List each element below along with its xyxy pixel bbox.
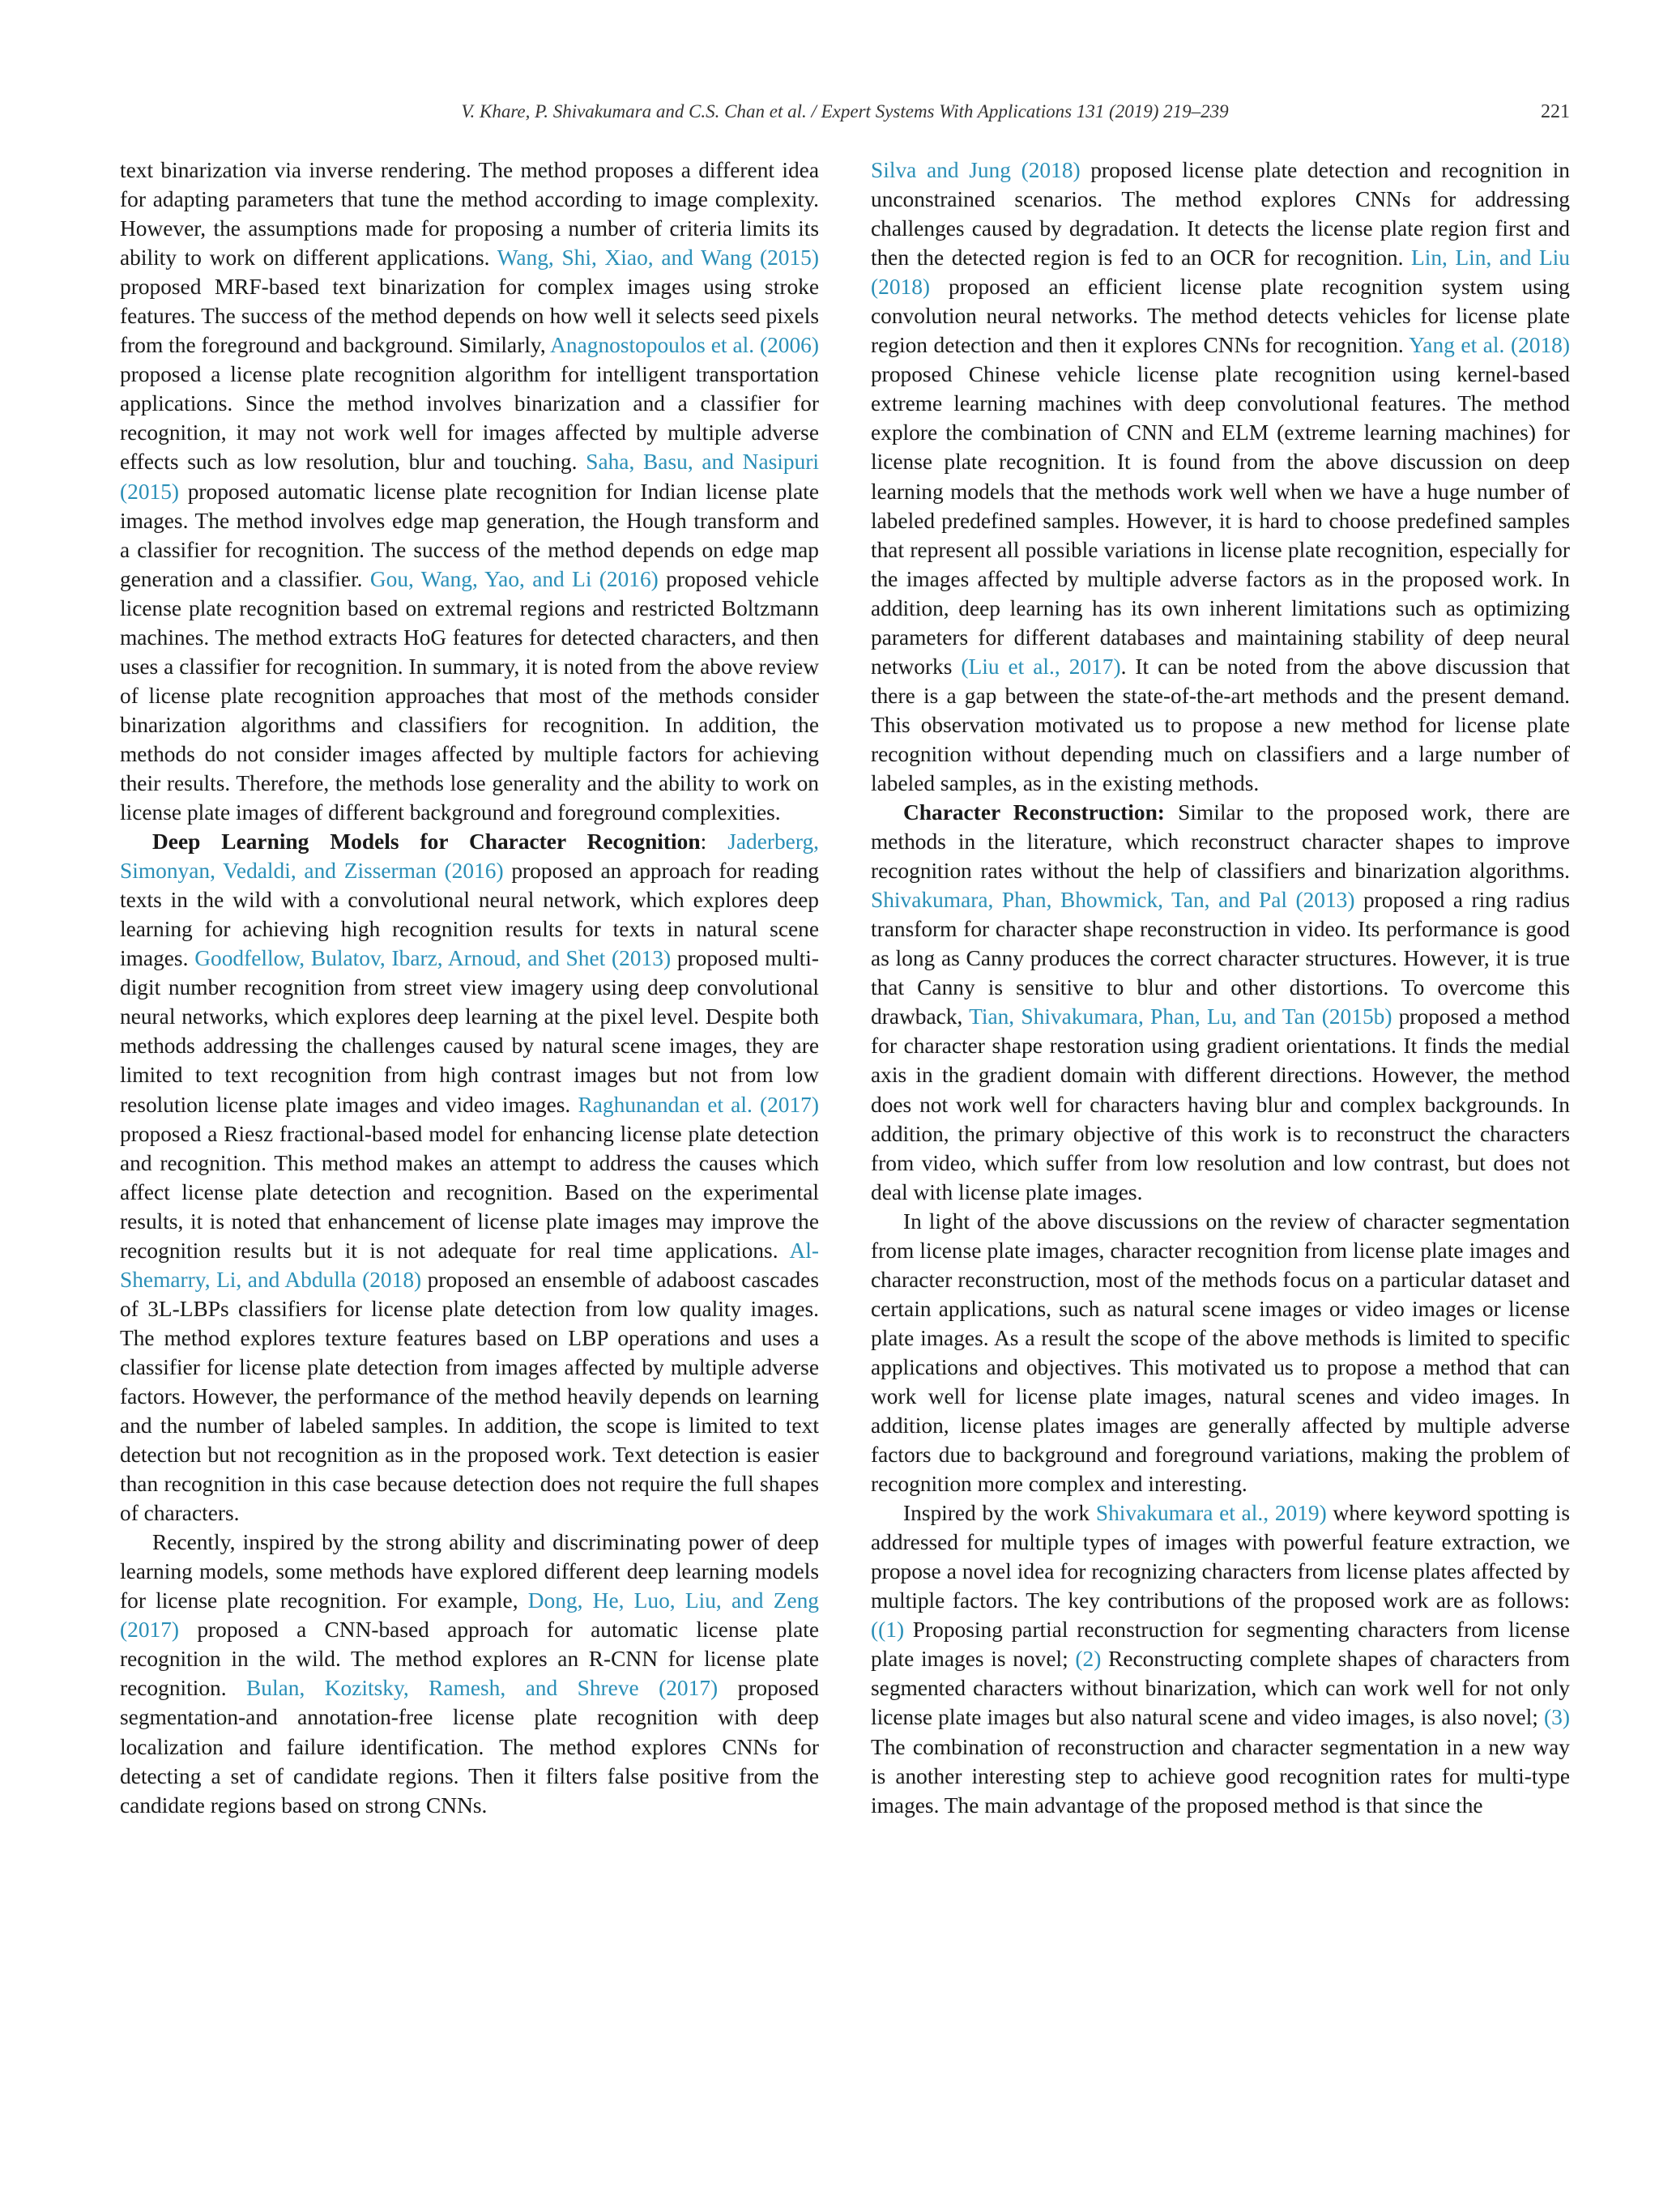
citation-link[interactable]: Jaderberg, Simonyan, Vedaldi, and Zisserman (2016) (120, 829, 819, 884)
body-text: Inspired by the work (903, 1501, 1096, 1526)
body-text: proposed a license plate recognition algorithm for intelligent transportation applications. Since the method involves binarization and a classifier for recognition, it may not work well for images affected by multiple adverse effects such as low resolution, blur and touching. (120, 362, 819, 475)
citation-link[interactable]: Shivakumara et al., 2019) (1095, 1501, 1327, 1526)
body-text: proposed a CNN-based approach for automatic license plate recognition in the wild. The method explores an R-CNN for license plate recognition. (120, 1617, 819, 1701)
citation-link[interactable]: Goodfellow, Bulatov, Ibarz, Arnoud, and Shet (2013) (194, 946, 672, 971)
body-text: Similar to the proposed work, there are methods in the literature, which reconstruct character shapes to improve recognition rates without the help of classifiers and binarization algorithms. (871, 800, 1570, 884)
paragraph (871, 1207, 1570, 1498)
run-in-heading: Character Reconstruction: (903, 800, 1165, 825)
body-text: proposed an efficient license plate recognition system using convolution neural networks. The method detects vehicles for license plate region detection and then it explores CNNs for recognition. (871, 275, 1570, 358)
citation-link[interactable]: Wang, Shi, Xiao, and Wang (2015) (497, 245, 820, 271)
citation-link[interactable]: Al-Shemarry, Li, and Abdulla (2018) (120, 1238, 819, 1292)
body-text: proposed an approach for reading texts in the wild with a convolutional neural network, which explores deep learning for achieving high recognition results for texts in natural scene images. (120, 859, 820, 971)
citation-link[interactable]: Gou, Wang, Yao, and Li (2016) (369, 566, 659, 591)
paragraph (871, 798, 1570, 1207)
page-number: 221 (1541, 101, 1570, 122)
body-text: Proposing partial reconstruction for segmenting characters from license plate images is novel; (871, 1617, 1570, 1672)
citation-link[interactable]: Saha, Basu, and Nasipuri (2015) (120, 450, 820, 504)
left-column (120, 156, 819, 1820)
body-text: proposed Chinese vehicle license plate recognition using kernel-based extreme learning machines with deep convolutional features. The method explore the combination of CNN and ELM (extreme learning machines) for license plate recognition. It is found from the above discussion on deep learning models that the methods work well when we have a huge number of labeled predefined samples. However, it is hard to choose predefined samples that represent all possible variations in license plate recognition, especially for the images affected by multiple adverse factors as in the proposed work. In addition, deep learning has its own inherent limitations such as optimizing parameters for different databases and maintaining stability of deep neural networks (871, 362, 1570, 679)
body-text: proposed a method for character shape restoration using gradient orientations. It finds the medial axis in the gradient domain with different directions. However, the method does not work well for characters having blur and complex backgrounds. In addition, the primary objective of this work is to reconstruct the characters from video, which suffer from low resolution and low contrast, but does not deal with license plate images. (871, 1004, 1570, 1204)
body-text: proposed an ensemble of adaboost cascades of 3L-LBPs classifiers for license plate detection from low quality images. The method explores texture features based on LBP operations and uses a classifier for license plate detection from images affected by multiple adverse factors. However, the performance of the method heavily depends on learning and the number of labeled samples. In addition, the scope is limited to text detection but not recognition as in the proposed work. Text detection is easier than recognition in this case because detection does not require the full shapes of characters. (120, 1267, 819, 1526)
body-text: : (700, 829, 728, 855)
body-text: proposed vehicle license plate recognition based on extremal regions and restricted Boltzmann machines. The method extracts HoG features for detected characters, and then uses a classifier for recognition. In summary, it is noted from the above review of license plate recognition approaches that most of the methods consider binarization algorithms and classifiers for recognition. In addition, the methods do not consider images affected by multiple factors for achieving their results. Therefore, the methods lose generality and the ability to work on license plate images of different background and foreground complexities. (120, 566, 819, 825)
body-text: proposed MRF-based text binarization for complex images using stroke features. The success of the method depends on how well it selects seed pixels from the foreground and background. Similarly, (120, 275, 819, 358)
citation-link[interactable]: Bulan, Kozitsky, Ramesh, and Shreve (2017) (246, 1676, 719, 1701)
citation-link[interactable]: Anagnostopoulos et al. (2006) (550, 333, 819, 358)
citation-link[interactable]: Dong, He, Luo, Liu, and Zeng (2017) (120, 1588, 819, 1643)
citation-link[interactable]: Shivakumara, Phan, Bhowmick, Tan, and Pal (2013) (871, 888, 1355, 913)
run-in-heading: Deep Learning Models for Character Recognition (152, 829, 701, 855)
body-text: . It can be noted from the above discussion that there is a gap between the state-of-the-art methods and the present demand. This observation motivated us to propose a new method for license plate recognition without depending much on classifiers and a large number of labeled samples, as in the existing methods. (871, 654, 1570, 795)
citation-link[interactable]: Tian, Shivakumara, Phan, Lu, and Tan (2015b) (969, 1004, 1392, 1029)
citation-link[interactable]: (3) (1544, 1705, 1570, 1730)
paragraph (871, 156, 1570, 798)
citation-link[interactable]: Yang et al. (2018) (1409, 333, 1570, 358)
body-text: In light of the above discussions on the review of character segmentation from license plate images, character recognition from license plate images and character reconstruction, most of the methods focus on a particular dataset and certain applications, such as natural scene images or video images or license plate images. As a result the scope of the above methods is limited to specific applications and objectives. This motivated us to propose a method that can work well for license plate images, natural scenes and video images. In addition, license plates images are generally affected by multiple adverse factors due to background and foreground variations, making the problem of recognition more complex and interesting. (871, 1208, 1570, 1497)
citation-link[interactable]: Raghunandan et al. (2017) (578, 1092, 819, 1117)
body-text: where keyword spotting is addressed for multiple types of images with powerful feature extraction, we propose a novel idea for recognizing characters from license plates affected by multiple factors. The key contributions of the proposed work are as follows: (871, 1501, 1571, 1613)
body-text: Reconstructing complete shapes of characters from segmented characters without binarization, which can work well for not only license plate images but also natural scene and video images, is also novel; (871, 1647, 1570, 1730)
paragraph (120, 1528, 819, 1819)
citation-link[interactable]: ((1) (871, 1617, 905, 1643)
running-header-citation: V. Khare, P. Shivakumara and C.S. Chan et al. / Expert Systems With Applications 131 (2019) 219–239 (461, 101, 1229, 121)
citation-link[interactable]: (Liu et al., 2017) (961, 654, 1121, 679)
body-text: proposed multi-digit number recognition from street view imagery using deep convolutional neural networks, which explores deep learning at the pixel level. Despite both methods addressing the challenges caused by natural scene images, they are limited to text recognition from high contrast images but not from low resolution license plate images and video images. (120, 946, 820, 1117)
body-text: The combination of reconstruction and character segmentation in a new way is another interesting step to achieve good recognition rates for multi-type images. The main advantage of the proposed method is that since the (871, 1734, 1570, 1818)
body-text: proposed license plate detection and recognition in unconstrained scenarios. The method explores CNNs for addressing challenges caused by degradation. It detects the license plate region first and then the detected region is fed to an OCR for recognition. (871, 158, 1571, 271)
citation-link[interactable]: Silva and Jung (2018) (871, 158, 1081, 182)
body-text: proposed automatic license plate recognition for Indian license plate images. The method involves edge map generation, the Hough transform and a classifier for recognition. The success of the method depends on edge map generation and a classifier. (120, 479, 819, 591)
citation-link[interactable]: (2) (1075, 1647, 1102, 1672)
body-text: Recently, inspired by the strong ability and discriminating power of deep learning models, some methods have explored different deep learning models for license plate recognition. For example, (120, 1530, 819, 1613)
body-text: proposed segmentation-and annotation-free license plate recognition with deep localization and failure identification. The method explores CNNs for detecting a set of candidate regions. Then it filters false positive from the candidate regions based on strong CNNs. (120, 1676, 819, 1818)
body-text: text binarization via inverse rendering. The method proposes a different idea for adapting parameters that tune the method according to image complexity. However, the assumptions made for proposing a number of criteria limits its ability to work on different applications. (120, 158, 819, 271)
paragraph (120, 827, 819, 1528)
paragraph (871, 1498, 1570, 1820)
right-column (871, 156, 1570, 1820)
running-header (120, 99, 1570, 131)
paragraph (120, 156, 819, 827)
body-text: proposed a Riesz fractional-based model for enhancing license plate detection and recognition. This method makes an attempt to address the causes which affect license plate detection and recognition. Based on the experimental results, it is noted that enhancement of license plate images may improve the recognition results but it is not adequate for real time applications. (120, 1121, 819, 1263)
citation-link[interactable]: Lin, Lin, and Liu (2018) (871, 245, 1570, 300)
body-text: proposed a ring radius transform for character shape reconstruction in video. Its performance is good as long as Canny produces the correct character structures. However, it is true that Canny is sensitive to blur and other distortions. To overcome this drawback, (871, 888, 1570, 1029)
